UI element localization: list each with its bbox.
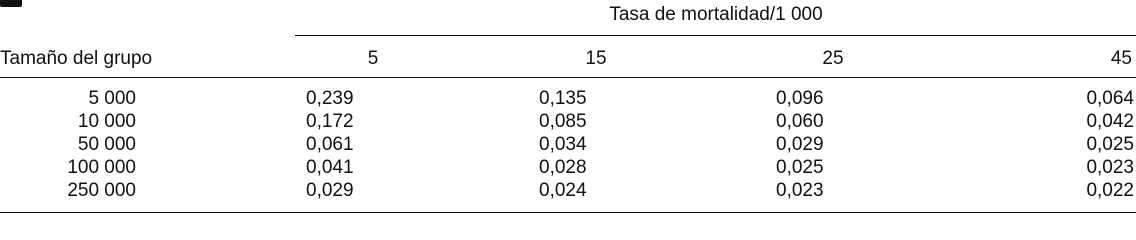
column-group-header: Tasa de mortalidad/1 000 bbox=[609, 4, 823, 25]
table-row bbox=[0, 110, 1136, 133]
table-cell: 0,022 bbox=[1086, 180, 1134, 201]
table-cell: 0,023 bbox=[1086, 157, 1134, 178]
column-header: 5 bbox=[367, 48, 379, 69]
column-header: 15 bbox=[585, 48, 607, 69]
table-cell: 0,239 bbox=[306, 88, 354, 109]
table-cell: 0,172 bbox=[306, 111, 354, 132]
table-cell: 0,029 bbox=[776, 134, 824, 155]
table-cell: 0,034 bbox=[539, 134, 587, 155]
table-cell: 0,024 bbox=[539, 180, 587, 201]
table-cell: 0,096 bbox=[776, 88, 824, 109]
table-cell: 0,025 bbox=[776, 157, 824, 178]
table-row bbox=[0, 156, 1136, 179]
group-size-cell: 250 000 bbox=[67, 180, 136, 201]
table-row bbox=[0, 179, 1136, 202]
table-cell: 0,023 bbox=[776, 180, 824, 201]
table-cell: 0,064 bbox=[1086, 88, 1134, 109]
table-cell: 0,042 bbox=[1086, 111, 1134, 132]
group-size-cell: 100 000 bbox=[67, 157, 136, 178]
table-row bbox=[0, 87, 1136, 110]
table-cell: 0,025 bbox=[1086, 134, 1134, 155]
header-rule bbox=[0, 77, 1136, 78]
table-cell: 0,041 bbox=[306, 157, 354, 178]
column-header: 25 bbox=[822, 48, 844, 69]
table-cell: 0,135 bbox=[539, 88, 587, 109]
table-cell: 0,061 bbox=[306, 134, 354, 155]
table-cell: 0,028 bbox=[539, 157, 587, 178]
table-cell: 0,085 bbox=[539, 111, 587, 132]
column-header: 45 bbox=[1110, 48, 1132, 69]
footer-rule bbox=[0, 212, 1136, 213]
cropped-glyph-fragment bbox=[0, 0, 22, 7]
group-size-cell: 50 000 bbox=[77, 134, 136, 155]
column-group-rule bbox=[295, 35, 1136, 36]
table-row bbox=[0, 133, 1136, 156]
stub-header: Tamaño del grupo bbox=[0, 48, 153, 69]
group-size-cell: 10 000 bbox=[77, 111, 136, 132]
table-cell: 0,060 bbox=[776, 111, 824, 132]
group-size-cell: 5 000 bbox=[88, 88, 136, 109]
table-cell: 0,029 bbox=[306, 180, 354, 201]
